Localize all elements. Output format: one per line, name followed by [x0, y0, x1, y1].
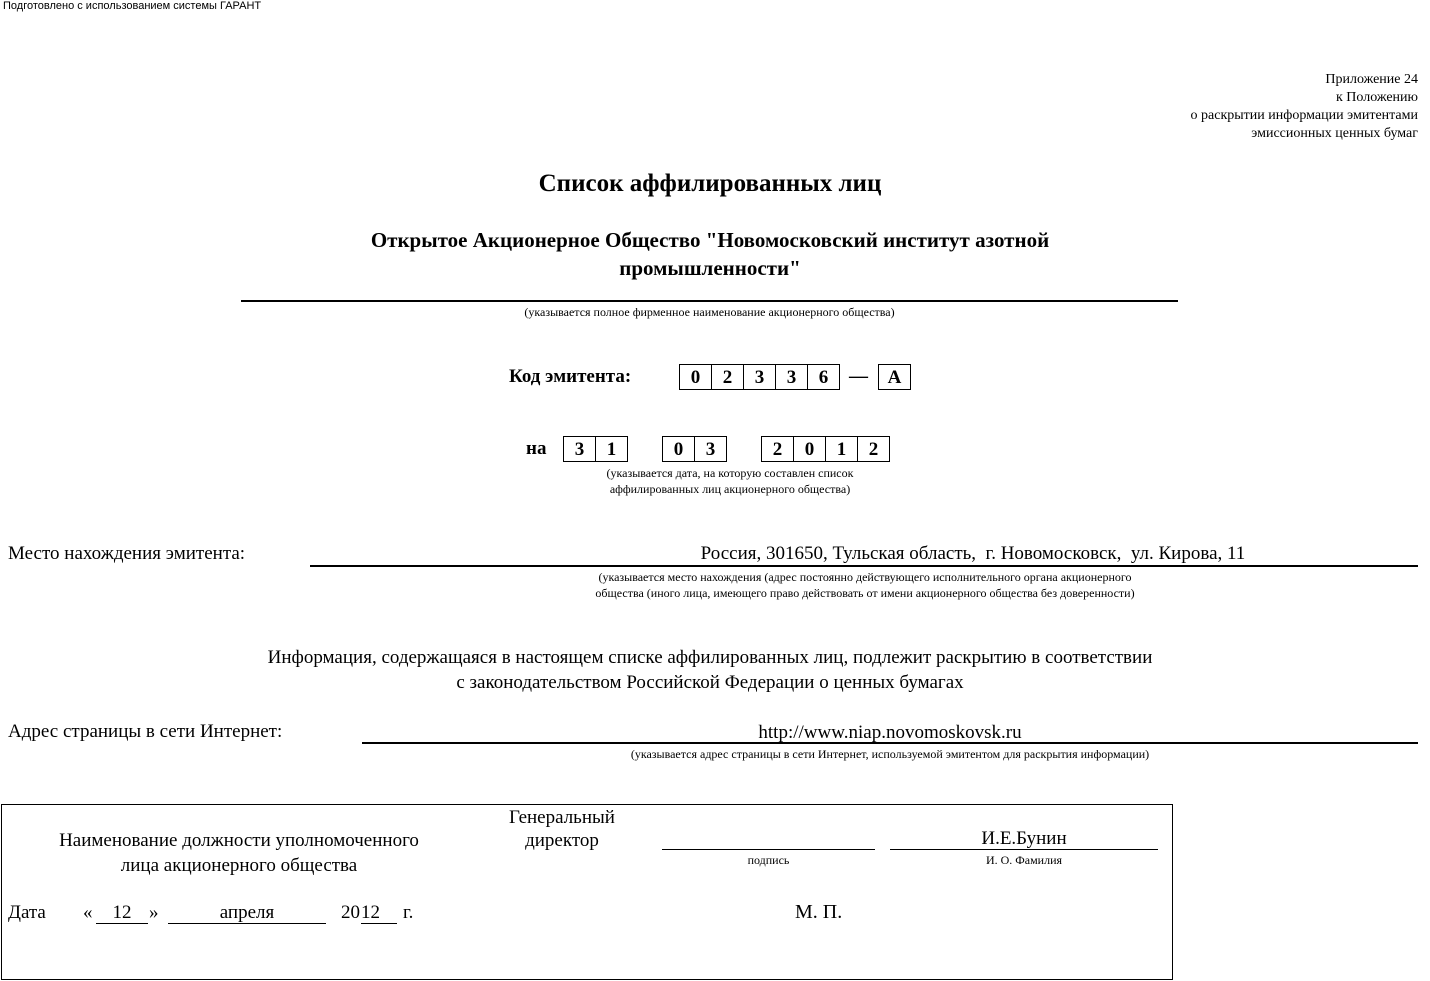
- issuer-code-digit: 3: [743, 364, 776, 390]
- date-digit: 2: [761, 436, 794, 462]
- name-line: [890, 849, 1158, 850]
- date-year-suffix: 12: [361, 902, 380, 923]
- date-year-line: [361, 923, 397, 924]
- date-digit: 1: [595, 436, 628, 462]
- issuer-code-dash: —: [849, 366, 868, 387]
- name-hint: И. О. Фамилия: [985, 853, 1063, 867]
- company-name: [240, 226, 1180, 282]
- position-label: [14, 828, 464, 878]
- appendix-reference: [1191, 71, 1418, 143]
- location-value: Россия, 301650, Тульская область, г. Новомосковск, ул. Кирова, 11: [700, 543, 1246, 564]
- date-digit: 3: [694, 436, 727, 462]
- as-of-hint: [560, 465, 900, 497]
- date-quote-close: »: [149, 902, 159, 923]
- date-month: апреля: [219, 902, 275, 923]
- issuer-code-label: Код эмитента:: [509, 366, 632, 387]
- as-of-day: [564, 436, 628, 462]
- location-hint: [470, 569, 1260, 601]
- issuer-code-digit: 6: [807, 364, 840, 390]
- company-name-line: промышленности": [619, 256, 801, 280]
- signature-line: [662, 849, 875, 850]
- date-day-line: [96, 923, 148, 924]
- appendix-line: эмиссионных ценных бумаг: [1251, 126, 1418, 141]
- date-day: 12: [112, 902, 132, 923]
- website-value[interactable]: http://www.niap.novomoskovsk.ru: [758, 722, 1022, 743]
- website-hint: (указывается адрес страницы в сети Интернет, используемой эмитентом для раскрытия информации): [630, 747, 1150, 761]
- position-title-line: директор: [525, 830, 599, 851]
- date-digit: 3: [563, 436, 596, 462]
- date-year-prefix: 20: [341, 902, 360, 923]
- appendix-line: к Положению: [1335, 90, 1418, 105]
- issuer-code-digit: 2: [711, 364, 744, 390]
- document-title: Список аффилированных лиц: [538, 170, 882, 197]
- date-month-line: [168, 923, 326, 924]
- date-digit: 1: [825, 436, 858, 462]
- as-of-year: [762, 436, 890, 462]
- seal-mark: М. П.: [795, 901, 843, 923]
- issuer-code-digits: [680, 364, 840, 390]
- as-of-month: [663, 436, 727, 462]
- as-of-label: на: [526, 438, 547, 459]
- location-underline: [310, 565, 1418, 567]
- position-title-line: Генеральный: [509, 807, 615, 828]
- signature-hint: подпись: [747, 853, 790, 867]
- company-name-line: Открытое Акционерное Общество "Новомосковский институт азотной: [370, 228, 1050, 252]
- issuer-code-digit: 3: [775, 364, 808, 390]
- location-label: Место нахождения эмитента:: [8, 543, 246, 564]
- position-label-line: лица акционерного общества: [120, 855, 358, 876]
- date-digit: 0: [662, 436, 695, 462]
- company-underline: [241, 300, 1178, 302]
- disclosure-line: Информация, содержащаяся в настоящем списке аффилированных лиц, подлежит раскрытию в соответствии: [267, 647, 1153, 668]
- position-label-line: Наименование должности уполномоченного: [59, 830, 419, 851]
- company-hint: (указывается полное фирменное наименование акционерного общества): [524, 305, 895, 319]
- appendix-line: о раскрытии информации эмитентами: [1190, 108, 1418, 123]
- signatory-name: И.Е.Бунин: [981, 828, 1067, 849]
- as-of-hint-line: (указывается дата, на которую составлен список: [606, 466, 854, 480]
- position-title: [492, 806, 632, 852]
- location-hint-line: общества (иного лица, имеющего право действовать от имени акционерного общества без доверенности): [595, 586, 1135, 600]
- location-hint-line: (указывается место нахождения (адрес постоянно действующего исполнительного органа акционерного: [598, 570, 1132, 584]
- as-of-hint-line: аффилированных лиц акционерного общества): [609, 482, 851, 496]
- date-digit: 2: [857, 436, 890, 462]
- issuer-code-suffix: А: [878, 364, 911, 390]
- issuer-code-digit: 0: [679, 364, 712, 390]
- date-label: Дата: [8, 902, 46, 923]
- disclosure-line: с законодательством Российской Федерации о ценных бумагах: [456, 672, 964, 693]
- disclosure-statement: [0, 645, 1420, 695]
- issuer-code-suffix-box: [879, 364, 911, 390]
- website-label: Адрес страницы в сети Интернет:: [8, 721, 283, 742]
- appendix-line: Приложение 24: [1325, 72, 1418, 87]
- date-year-mark: г.: [403, 902, 414, 923]
- garant-note: Подготовлено с использованием системы ГАРАНТ: [3, 0, 262, 12]
- date-quote-open: «: [83, 902, 93, 923]
- date-digit: 0: [793, 436, 826, 462]
- website-underline: [362, 742, 1418, 744]
